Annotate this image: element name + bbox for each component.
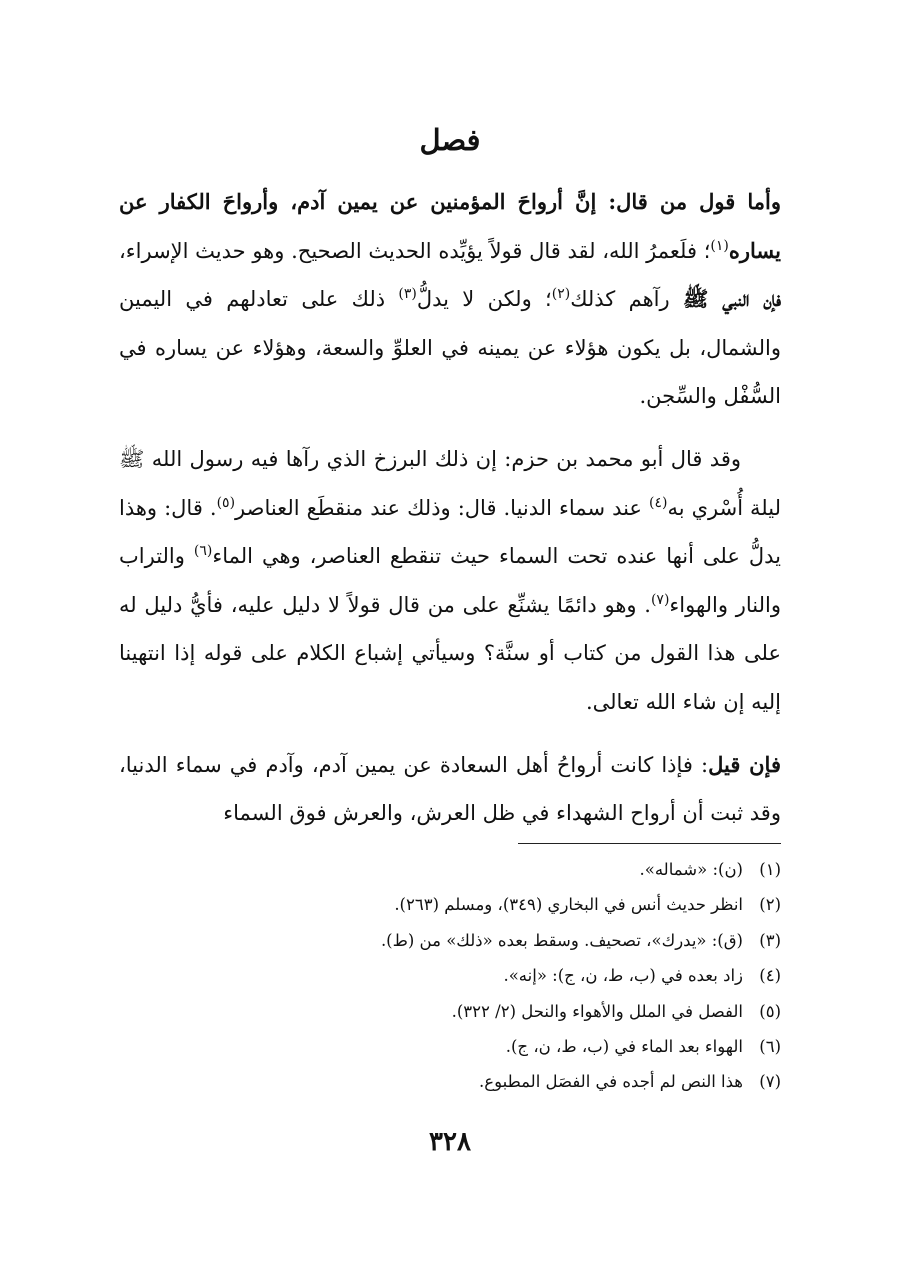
- bold-phrase: فإن النبي ﷺ: [682, 286, 781, 312]
- footnote-number: (٤): [759, 966, 781, 986]
- footnote-item: [119, 923, 781, 958]
- footnote-text: (ن): «شماله».: [639, 860, 743, 879]
- footnote-text: انظر حديث أنس في البخاري (٣٤٩)، ومسلم (٢٦٣).: [394, 895, 743, 915]
- footnote-number: (٢): [759, 895, 781, 915]
- footnote-ref-5[interactable]: (٥): [216, 494, 236, 511]
- paragraph-text: ؛ ولكن لا يدلُّ: [416, 287, 552, 312]
- footnote-ref-7[interactable]: (٧): [650, 591, 670, 608]
- page-number: ٣٢٨: [429, 1127, 471, 1157]
- paragraph-text: . قال: وهذا يدلُّ على أنها عنده تحت السماء حيث تنقطع العناصر، وهي الماء: [119, 495, 781, 569]
- paragraph-2: [119, 435, 781, 727]
- footnote-item: [119, 852, 781, 887]
- footnote-item: [119, 994, 781, 1029]
- footnote-ref-3[interactable]: (٣): [398, 286, 417, 303]
- section-heading: فصل: [419, 123, 481, 157]
- bold-lead: فإن قيل: [708, 751, 781, 777]
- footnote-separator: [518, 843, 781, 844]
- paragraph-text: عند سماء الدنيا. قال: وذلك عند منقطَع العناصر: [235, 495, 649, 520]
- paragraph-text: : فإذا كانت أرواحُ أهل السعادة عن يمين آدم، وآدم في سماء الدنيا، وقد ثبت أن أرواح الشهداء في ظل العرش، والعرش فوق السماء: [119, 752, 781, 826]
- footnote-item: [119, 1064, 781, 1099]
- footnote-item: [119, 1029, 781, 1064]
- bold-lead: وأما قول من قال: إنَّ أرواحَ المؤمنين عن يمين آدم، وأرواحَ الكفار عن يساره: [119, 189, 781, 263]
- footnote-ref-6[interactable]: (٦): [193, 543, 213, 560]
- paragraph-text: ؛ فلَعمرُ الله، لقد قال قولاً يؤيِّده الحديث الصحيح. وهو حديث الإسراء،: [119, 238, 711, 263]
- footnote-text: الفصل في الملل والأهواء والنحل (٢/ ٣٢٢).: [451, 1001, 743, 1021]
- paragraph-text: . وهو دائمًا يشنِّع على من قال قولاً لا دليل عليه، فأيُّ دليل له على هذا القول من كتاب أو سنَّة؟ وسيأتي إشباع الكلام على قوله إذا انتهينا إليه إن شاء الله تعالى.: [119, 592, 781, 714]
- footnote-number: (٧): [759, 1072, 781, 1092]
- footnote-item: [119, 887, 781, 922]
- paragraph-3: [119, 741, 781, 838]
- footnote-item: [119, 958, 781, 993]
- paragraph-text: والتراب والنار والهواء: [119, 544, 781, 617]
- footnote-text: الهواء بعد الماء في (ب، ط، ن، ج).: [505, 1037, 743, 1057]
- paragraph-1: [119, 178, 781, 421]
- footnote-number: (٣): [759, 930, 781, 950]
- paragraph-text: رآهم كذلك: [570, 287, 683, 312]
- footnote-number: (٥): [759, 1001, 781, 1021]
- paragraph-text: وقد قال أبو محمد بن حزم: إن ذلك البرزخ الذي رآها فيه رسول الله ﷺ ليلة أُسْري به: [119, 446, 781, 520]
- footnote-text: هذا النص لم أجده في الفصَل المطبوع.: [479, 1072, 743, 1092]
- footnote-number: (١): [759, 860, 781, 879]
- main-text: [119, 178, 781, 852]
- paragraph-text: ذلك على تعادلهم في اليمين والشمال، بل يكون هؤلاء عن يمينه في العلوِّ والسعة، وهؤلاء عن يساره في السُّفْل والسِّجن.: [119, 287, 781, 409]
- footnote-text: (ق): «يدرك»، تصحيف. وسقط بعده «ذلك» من (ط).: [380, 930, 743, 950]
- footnote-ref-4[interactable]: (٤): [648, 494, 668, 511]
- footnote-number: (٦): [759, 1037, 781, 1057]
- footnote-ref-1[interactable]: (١): [710, 237, 729, 254]
- footnote-ref-2[interactable]: (٢): [551, 286, 571, 303]
- footnotes-list: [119, 852, 781, 1100]
- footnote-text: زاد بعده في (ب، ط، ن، ج): «إنه».: [503, 966, 743, 986]
